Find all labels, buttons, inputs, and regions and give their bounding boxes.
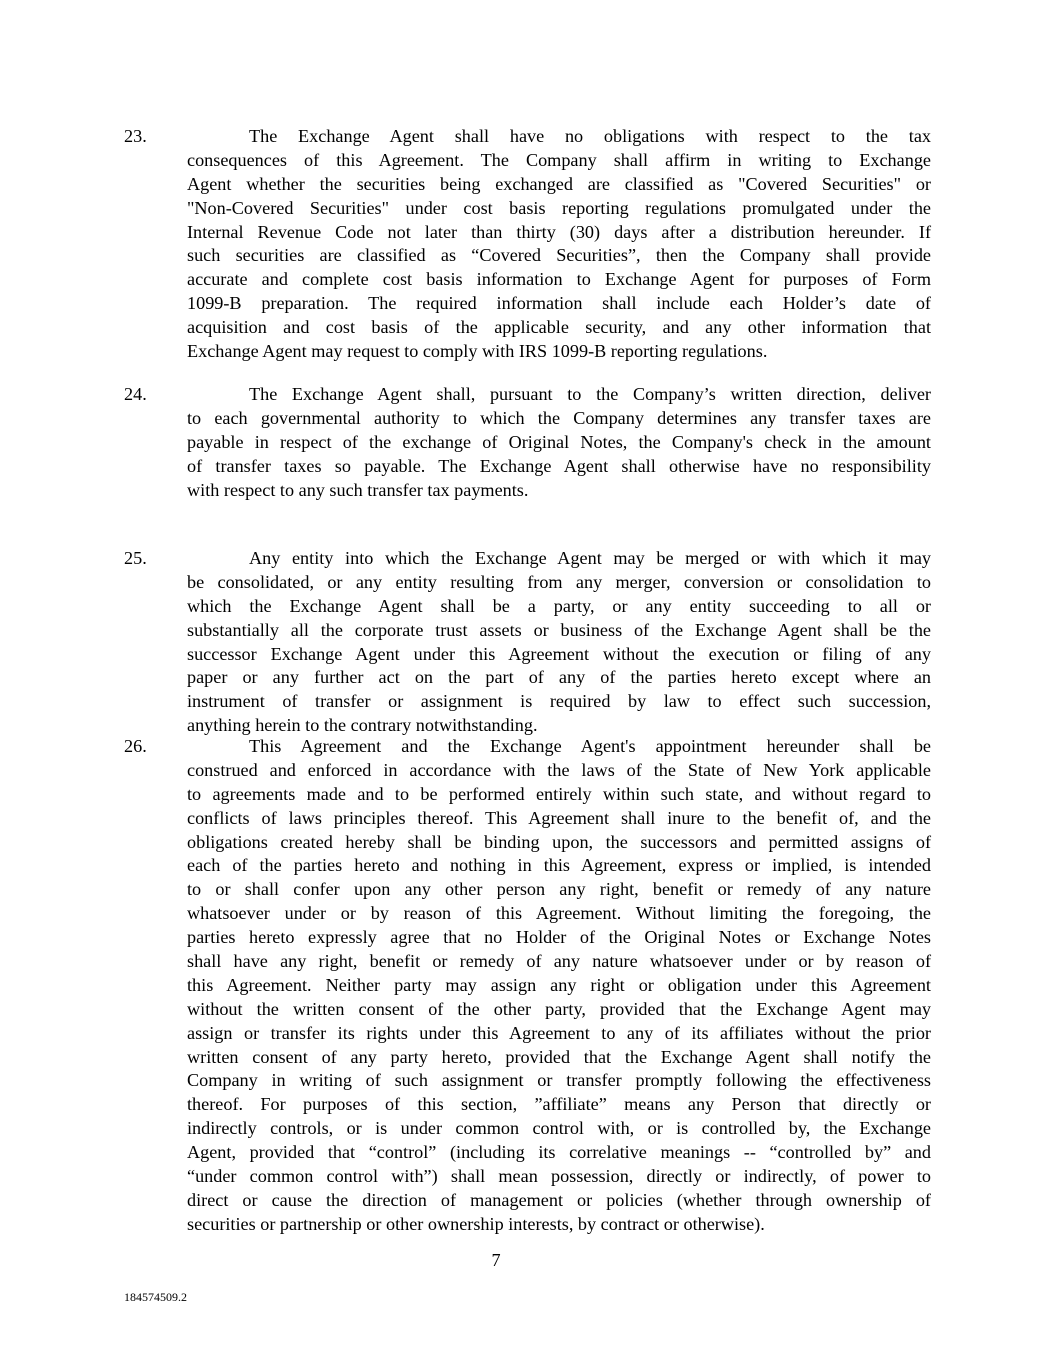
text-line: shall have any right, benefit or remedy of any nature whatsoever under or by reason of: [187, 951, 931, 972]
text-line: whatsoever under or by reason of this Agreement. Without limiting the foregoing, the: [187, 903, 931, 924]
text-line: to or shall confer upon any other person any right, benefit or remedy of any nature: [187, 879, 931, 900]
section-body: [187, 125, 931, 364]
text-line: paper or any further act on the part of any of the parties hereto except where an: [187, 667, 931, 688]
text-line: to agreements made and to be performed entirely within such state, and without regard to: [187, 783, 931, 804]
text-line: The Exchange Agent shall have no obligations with respect to the tax: [249, 126, 931, 146]
text-line: written consent of any party hereto, provided that the Exchange Agent shall notify the: [187, 1046, 931, 1067]
text-line: parties hereto expressly agree that no Holder of the Original Notes or Exchange Notes: [187, 927, 931, 948]
page-number: 7: [491, 1250, 501, 1270]
text-line: anything herein to the contrary notwithstanding.: [187, 715, 538, 736]
text-line: Agent, provided that “control” (including its correlative meanings -- “controlled by” and: [187, 1142, 931, 1163]
text-line: “under common control with”) shall mean possession, directly or indirectly, of power to: [187, 1166, 931, 1187]
text-line: without the written consent of the other party, provided that the Exchange Agent may: [187, 998, 931, 1019]
text-line: Company in writing of such assignment or transfer promptly following the effectiveness: [187, 1070, 931, 1091]
text-line: Any entity into which the Exchange Agent may be merged or with which it may: [249, 548, 931, 568]
text-line: "Non-Covered Securities" under cost basis reporting regulations promulgated under the: [187, 197, 931, 218]
text-line: which the Exchange Agent shall be a party, or any entity succeeding to all or: [187, 595, 931, 616]
section-body: [187, 383, 931, 502]
text-line: be consolidated, or any entity resulting from any merger, conversion or consolidation to: [187, 571, 931, 592]
text-line: substantially all the corporate trust assets or business of the Exchange Agent shall be the: [187, 619, 931, 640]
text-line: of transfer taxes so payable. The Exchange Agent shall otherwise have no responsibility: [187, 455, 931, 476]
text-line: construed and enforced in accordance with the laws of the State of New York applicable: [187, 759, 931, 780]
text-line: 1099-B preparation. The required information shall include each Holder’s date of: [187, 293, 931, 314]
text-line: successor Exchange Agent under this Agreement without the execution or filing of any: [187, 643, 931, 664]
document-id: 184574509.2: [124, 1290, 187, 1304]
text-line: this Agreement. Neither party may assign any right or obligation under this Agreement: [187, 974, 931, 995]
text-line: to each governmental authority to which the Company determines any transfer taxes are: [187, 407, 931, 428]
text-line: payable in respect of the exchange of Original Notes, the Company's check in the amount: [187, 431, 931, 452]
section-number: 23.: [124, 126, 147, 146]
text-line: indirectly controls, or is under common control with, or is controlled by, the Exchange: [187, 1118, 931, 1139]
section-number: 24.: [124, 384, 147, 404]
text-line: securities or partnership or other ownership interests, by contract or otherwise).: [187, 1213, 765, 1234]
text-line: assign or transfer its rights under this Agreement to any of its affiliates without the prior: [187, 1022, 931, 1043]
text-line: Exchange Agent may request to comply with IRS 1099-B reporting regulations.: [187, 341, 768, 362]
text-line: This Agreement and the Exchange Agent's appointment hereunder shall be: [249, 736, 931, 756]
section-body: [187, 735, 931, 1237]
text-line: such securities are classified as “Covered Securities”, then the Company shall provide: [187, 245, 931, 266]
text-line: obligations created hereby shall be binding upon, the successors and permitted assigns of: [187, 831, 931, 852]
text-line: with respect to any such transfer tax payments.: [187, 479, 529, 500]
text-line: conflicts of laws principles thereof. This Agreement shall inure to the benefit of, and the: [187, 807, 931, 828]
text-line: The Exchange Agent shall, pursuant to the Company’s written direction, deliver: [249, 384, 931, 404]
text-line: Agent whether the securities being exchanged are classified as "Covered Securities" or: [187, 173, 931, 194]
text-line: instrument of transfer or assignment is required by law to effect such succession,: [187, 691, 931, 712]
section-body: [187, 547, 931, 738]
section-number: 25.: [124, 548, 147, 568]
text-line: thereof. For purposes of this section, ”affiliate” means any Person that directly or: [187, 1094, 931, 1115]
section-number: 26.: [124, 736, 147, 756]
text-line: each of the parties hereto and nothing in this Agreement, express or implied, is intended: [187, 855, 931, 876]
text-line: direct or cause the direction of management or policies (whether through ownership of: [187, 1189, 931, 1210]
text-line: Internal Revenue Code not later than thirty (30) days after a distribution hereunder. If: [187, 221, 931, 242]
text-line: accurate and complete cost basis information to Exchange Agent for purposes of Form: [187, 269, 931, 290]
text-line: acquisition and cost basis of the applicable security, and any other information that: [187, 317, 931, 338]
text-line: consequences of this Agreement. The Company shall affirm in writing to Exchange: [187, 149, 931, 170]
